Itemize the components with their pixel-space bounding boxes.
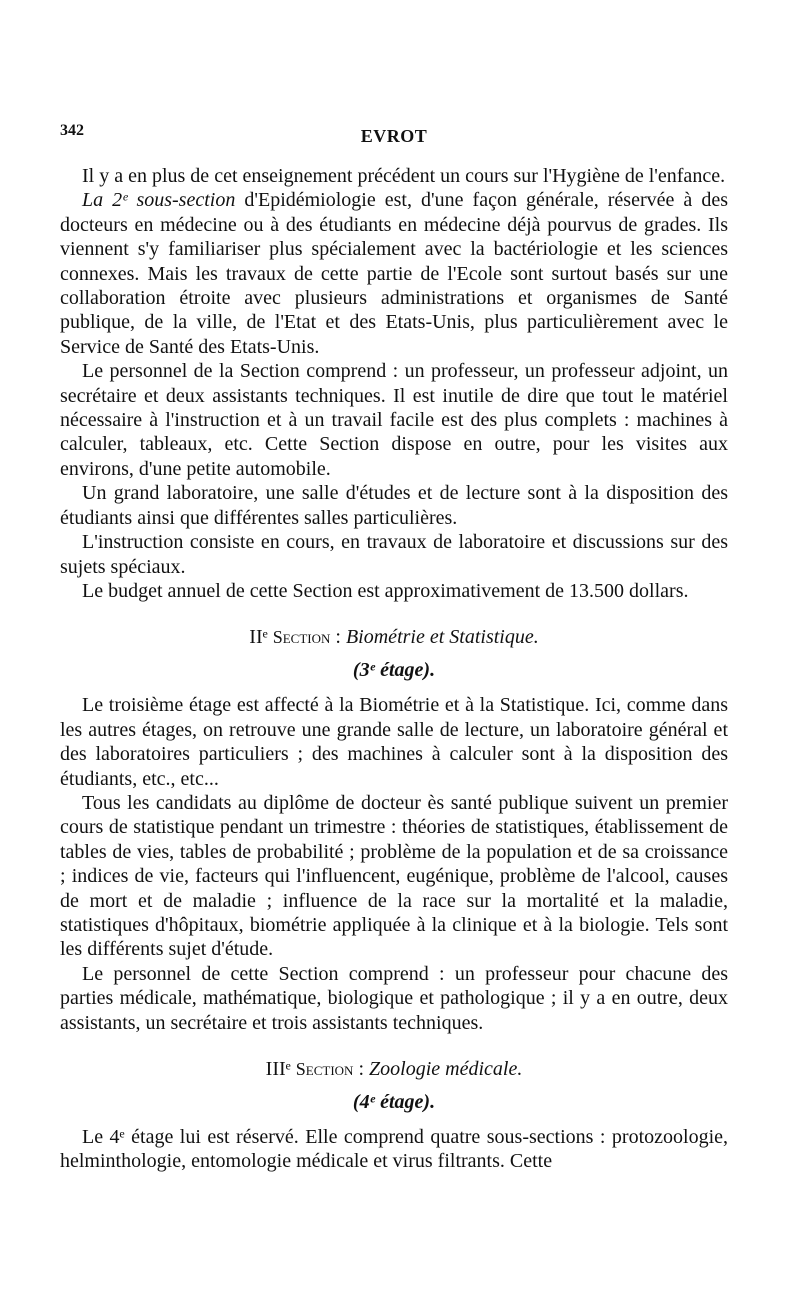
paragraph: Un grand laboratoire, une salle d'études et de lecture sont à la disposition des étudiants ainsi que différentes salles particulières. <box>60 482 728 529</box>
section-separator: : <box>353 1058 370 1080</box>
paragraph: Il y a en plus de cet enseignement précédent un cours sur l'Hygiène de l'enfance. <box>82 165 726 187</box>
section-heading <box>60 625 728 649</box>
section-floor: (4ᵉ étage). <box>352 1091 436 1113</box>
section-separator: : <box>330 626 346 649</box>
section-number: IIᵉ <box>249 626 268 649</box>
running-title: EVROT <box>360 126 428 146</box>
paragraph: Le budget annuel de cette Section est approximativement de 13.500 dollars. <box>82 579 689 602</box>
section-title: Biométrie et Statistique. <box>345 626 539 649</box>
paragraph: Le 4ᵉ étage lui est réservé. Elle comprend quatre sous-sections : protozoologie, helminthologie, entomologie médicale et virus filtrants. Cette <box>60 1126 728 1173</box>
paragraph-text: d'Epidémiologie est, d'une façon générale, réservée à des docteurs en médecine ou à des étudiants en médecine déjà pourvus de grades. Ils viennent s'y familiariser plus spécialement avec la bactériologie et les sciences connexes. Mais les travaux de cette partie de l'Ecole sont surtout basés sur une collaboration étroite avec plusieurs administrations et organismes de Santé publique, de la ville, de l'Etat et des Etats-Unis, plus particulièrement avec le Service de Santé des Etats-Unis. <box>60 189 728 358</box>
paragraph: Tous les candidats au diplôme de docteur ès santé publique suivent un premier cours de statistique pendant un trimestre : théories de statistiques, établissement de tables de vies, tables de probabilité ; problème de la population et de sa croissance ; indices de vie, facteurs qui l'influencent, eugénique, problème de l'alcool, causes de mort et de maladie ; influence de la race sur la mortalité et la maladie, statistiques d'hôpitaux, biométrie appliquée à la clinique et à la biologie. Tels sont les différents sujet d'étude. <box>60 791 728 961</box>
italic-phrase: La 2ᵉ sous-section <box>82 189 236 212</box>
page-number: 342 <box>60 122 84 139</box>
section-title: Zoologie médicale. <box>369 1058 523 1080</box>
paragraph: Le troisième étage est affecté à la Biométrie et à la Statistique. Ici, comme dans les autres étages, on retrouve une grande salle de lecture, un laboratoire général et des laboratoires particuliers ; des machines à calculer sont à la disposition des étudiants, etc., etc... <box>60 694 728 790</box>
section-heading <box>60 1057 728 1081</box>
section-number: IIIᵉ <box>265 1058 291 1080</box>
section-floor: (3ᵉ étage). <box>352 659 436 682</box>
running-head <box>60 118 728 148</box>
book-page <box>60 118 728 1174</box>
paragraph: L'instruction consiste en cours, en travaux de laboratoire et discussions sur des sujets spéciaux. <box>60 531 728 578</box>
section-label: Section <box>295 1059 354 1079</box>
section-label: Section <box>272 627 331 648</box>
paragraph <box>60 188 728 359</box>
paragraph: Le personnel de la Section comprend : un professeur, un professeur adjoint, un secrétaire et deux assistants techniques. Il est inutile de dire que tout le matériel nécessaire à l'instruction et à un travail facile est des plus complets : machines à calculer, tableaux, etc. Cette Section dispose en outre, pour les visites aux environs, d'une petite automobile. <box>60 360 728 480</box>
paragraph: Le personnel de cette Section comprend : un professeur pour chacune des parties médicale, mathématique, biologique et pathologique ; il y a en outre, deux assistants, un secrétaire et trois assistants techniques. <box>60 962 728 1034</box>
